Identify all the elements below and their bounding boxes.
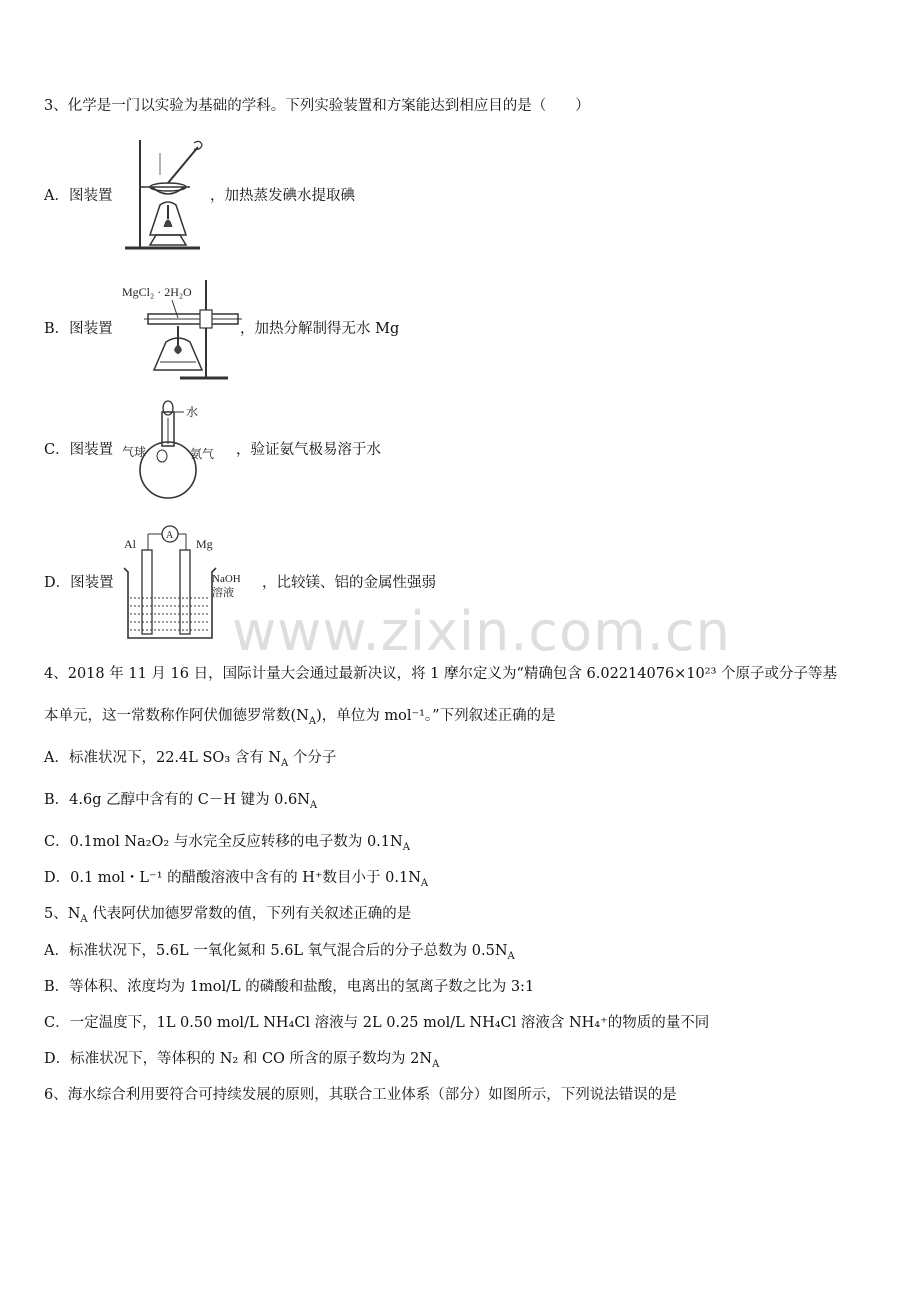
solution-label: 溶液 bbox=[212, 586, 234, 599]
balloon-label: 气球 bbox=[122, 445, 147, 459]
q3-stem: 3、化学是一门以实验为基础的学科。下列实验装置和方案能达到相应目的是（ ） bbox=[44, 98, 590, 114]
q5-option-b: B．等体积、浓度均为 1mol/L 的磷酸和盐酸，电离出的氢离子数之比为 3:1 bbox=[44, 979, 535, 995]
q3-option-a-suffix: ，加热蒸发碘水提取碘 bbox=[210, 188, 355, 204]
q5-option-d: D．标准状况下，等体积的 N₂ 和 CO 所含的原子数均为 $2N_A$ bbox=[44, 1051, 440, 1070]
q5-stem: 5、$N_A$ 代表阿伏加德罗常数的值，下列有关叙述正确的是 bbox=[44, 906, 412, 925]
watermark: www.zixin.com.cn bbox=[232, 600, 731, 663]
q3-option-a-prefix: A．图装置 bbox=[44, 188, 113, 204]
q4-stem-line1-text: 4、2018 年 11 月 16 日，国际计量大会通过最新决议，将 1 摩尔定义为“精确包含 6.02214076×10²³ 个原子或分子等基 bbox=[44, 666, 838, 682]
q4-option-c: C．0.1mol Na₂O₂ 与水完全反应转移的电子数为 $0.1N_A$ bbox=[44, 834, 410, 853]
mg-label: Mg bbox=[196, 537, 213, 551]
ammonia-fountain-apparatus-figure bbox=[120, 398, 230, 503]
naoh-label: NaOH bbox=[212, 573, 241, 585]
q4-option-a: A．标准状况下，22.4L SO₃ 含有 $N_A$ 个分子 bbox=[44, 750, 337, 769]
ammonia-label: 氨气 bbox=[190, 447, 215, 461]
mgcl2-label: MgCl₂ · 2H₂O bbox=[122, 285, 192, 299]
q3-option-b-prefix: B．图装置 bbox=[44, 321, 113, 337]
q5-option-c: C．一定温度下，1L 0.50 mol/L NH₄Cl 溶液与 2L 0.25 mol/L NH₄Cl 溶液含 NH₄⁺的物质的量不同 bbox=[44, 1015, 710, 1031]
q6-stem: 6、海水综合利用要符合可持续发展的原则，其联合工业体系（部分）如图所示，下列说法错误的是 bbox=[44, 1087, 677, 1103]
al-label: Al bbox=[124, 537, 136, 551]
q4-option-d: D．0.1 mol・L⁻¹ 的醋酸溶液中含有的 H⁺数目小于 $0.1N_A$ bbox=[44, 870, 429, 889]
q4-stem-line2: 本单元，这一常数称作阿伏伽德罗常数$(N_A)$，单位为 mol⁻¹。”下列叙述正确的是 bbox=[44, 708, 556, 727]
mgcl2-heating-apparatus-figure bbox=[120, 278, 245, 386]
q4-option-b: B．4.6g 乙醇中含有的 C－H 键为 $0.6N_A$ bbox=[44, 792, 318, 811]
q3-option-c-prefix: C．图装置 bbox=[44, 442, 114, 458]
q5-option-a: A．标准状况下，5.6L 一氧化氮和 5.6L 氧气混合后的分子总数为 $0.5N_A$ bbox=[44, 943, 515, 962]
q3-option-c-suffix: ，验证氨气极易溶于水 bbox=[236, 442, 381, 458]
evaporating-dish-apparatus-figure bbox=[120, 135, 210, 255]
q3-option-b-suffix: ，加热分解制得无水 Mg bbox=[240, 321, 400, 337]
ammeter-label: A bbox=[166, 530, 174, 541]
q4-stem-line1 bbox=[44, 664, 837, 684]
q3-option-d-prefix: D．图装置 bbox=[44, 575, 114, 591]
water-label: 水 bbox=[186, 405, 199, 419]
q3-option-d-suffix: ，比较镁、铝的金属性强弱 bbox=[262, 575, 436, 591]
